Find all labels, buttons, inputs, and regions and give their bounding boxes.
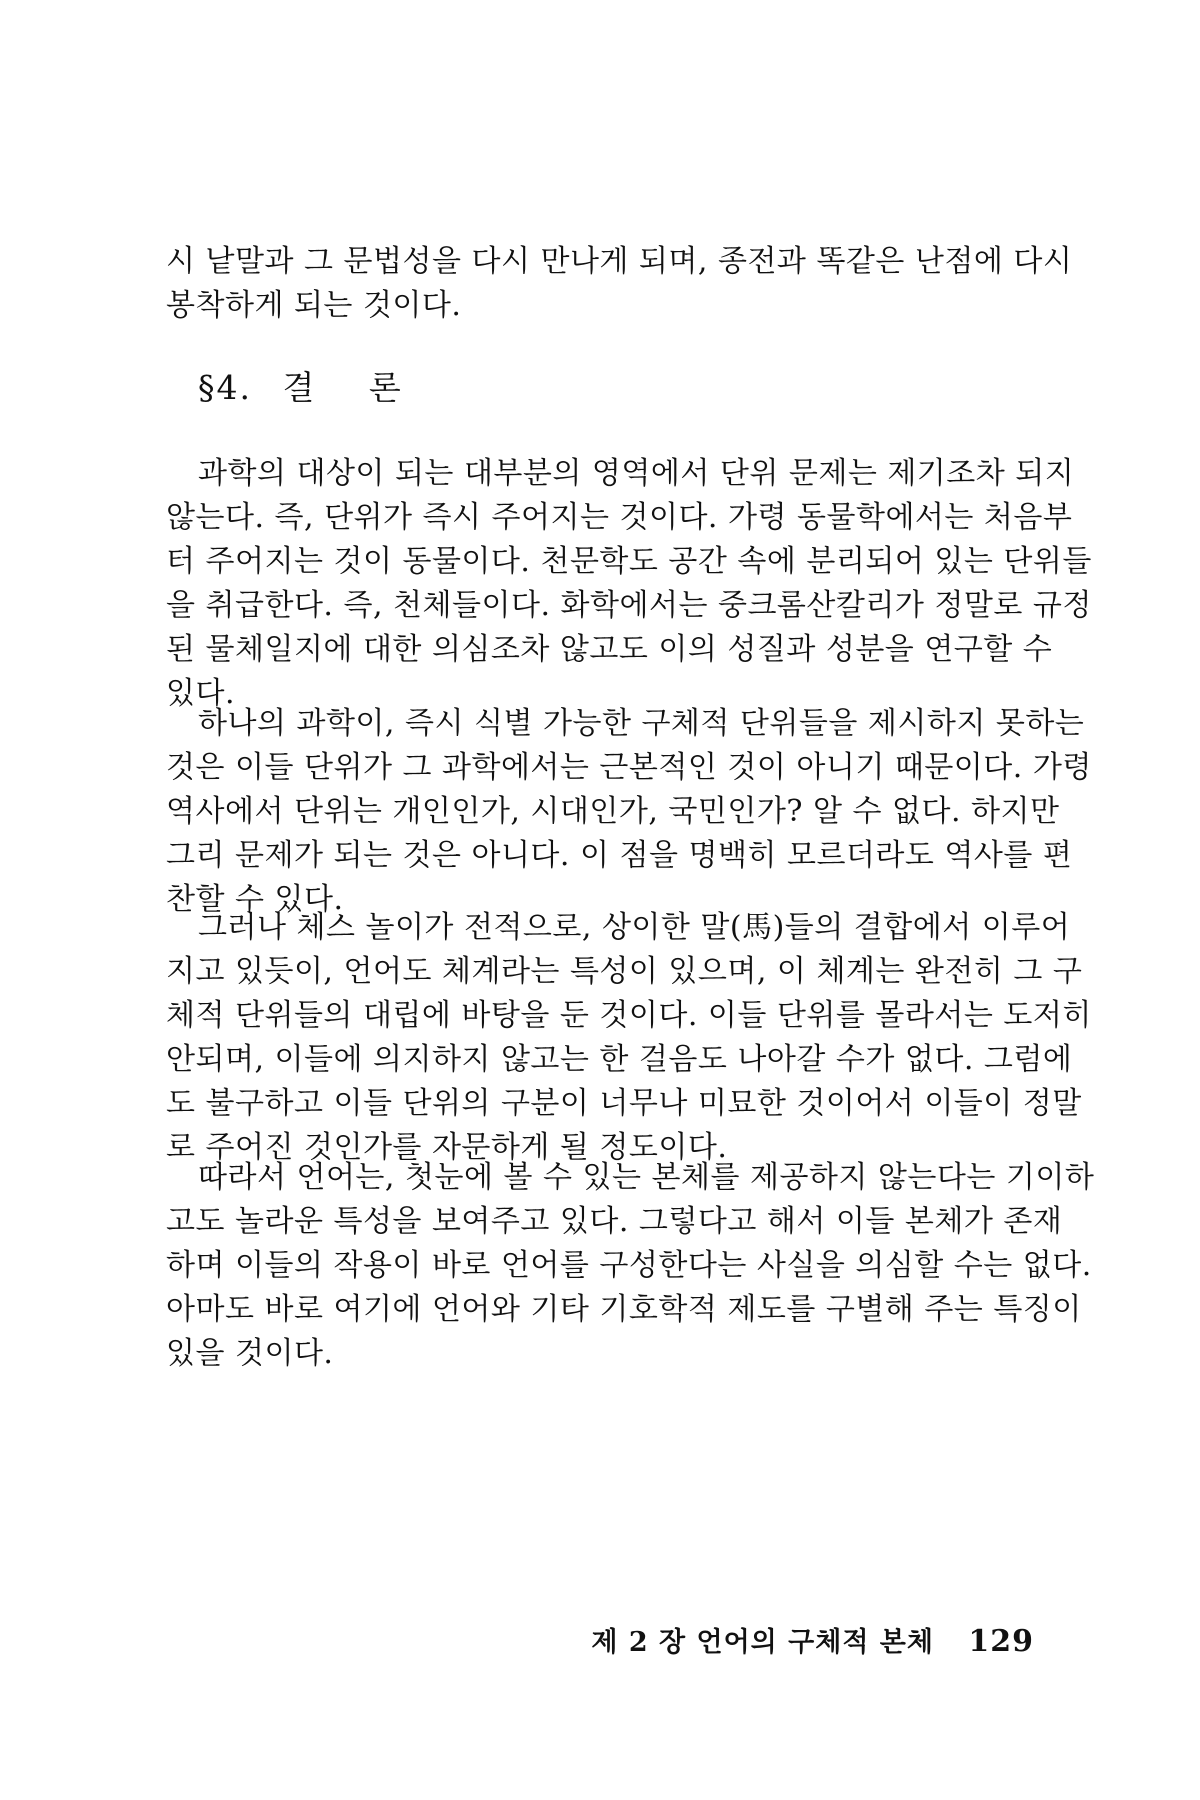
text-line: 있다. — [166, 676, 235, 711]
text-line: 고도 놀라운 특성을 보여주고 있다. 그렇다고 해서 이들 본체가 존재 — [166, 1204, 1063, 1239]
page-number: 129 — [968, 1624, 1034, 1659]
text-line: 과학의 대상이 되는 대부분의 영역에서 단위 문제는 제기조차 되지 — [198, 456, 1075, 491]
paragraph — [166, 702, 1092, 922]
text-line: 봉착하게 되는 것이다. — [166, 288, 462, 323]
paragraph — [166, 452, 1092, 716]
text-line: 을 취급한다. 즉, 천체들이다. 화학에서는 중크롬산칼리가 정말로 규정 — [166, 588, 1092, 623]
paragraph — [166, 906, 1092, 1170]
page-footer — [591, 1620, 1034, 1659]
text-line: 것은 이들 단위가 그 과학에서는 근본적인 것이 아니기 때문이다. 가령 — [166, 750, 1092, 785]
text-line: 하며 이들의 작용이 바로 언어를 구성한다는 사실을 의심할 수는 없다. — [166, 1248, 1092, 1283]
section-heading — [198, 366, 423, 410]
text-line: 찬할 수 있다. — [166, 882, 344, 917]
text-line: 그러나 체스 놀이가 전적으로, 상이한 말(馬)들의 결합에서 이루어 — [198, 910, 1071, 945]
text-line: 지고 있듯이, 언어도 체계라는 특성이 있으며, 이 체계는 완전히 그 구 — [166, 954, 1083, 989]
text-line: 않는다. 즉, 단위가 즉시 주어지는 것이다. 가령 동물학에서는 처음부 — [166, 500, 1073, 535]
text-line: 체적 단위들의 대립에 바탕을 둔 것이다. 이들 단위를 몰라서는 도저히 — [166, 998, 1092, 1033]
text-line: 아마도 바로 여기에 언어와 기타 기호학적 제도를 구별해 주는 특징이 — [166, 1292, 1082, 1327]
text-line: 도 불구하고 이들 단위의 구분이 너무나 미묘한 것이어서 이들이 정말 — [166, 1086, 1082, 1121]
text-line: 안되며, 이들에 의지하지 않고는 한 걸음도 나아갈 수가 없다. 그럼에 — [166, 1042, 1073, 1077]
text-line: 된 물체일지에 대한 의심조차 않고도 이의 성질과 성분을 연구할 수 — [166, 632, 1053, 667]
section-title: 결 론 — [282, 368, 423, 407]
paragraph — [166, 1156, 1095, 1376]
text-line: 있을 것이다. — [166, 1336, 334, 1371]
text-line: 시 낱말과 그 문법성을 다시 만나게 되며, 종전과 똑같은 난점에 다시 — [166, 244, 1073, 279]
text-line: 역사에서 단위는 개인인가, 시대인가, 국민인가? 알 수 없다. 하지만 — [166, 794, 1060, 829]
section-number: §4. — [198, 368, 252, 407]
text-line: 로 주어진 것인가를 자문하게 될 정도이다. — [166, 1130, 728, 1165]
text-line: 따라서 언어는, 첫눈에 볼 수 있는 본체를 제공하지 않는다는 기이하 — [198, 1160, 1095, 1195]
running-title: 제 2 장 언어의 구체적 본체 — [591, 1627, 934, 1658]
continued-paragraph — [166, 240, 1073, 328]
text-line: 터 주어지는 것이 동물이다. 천문학도 공간 속에 분리되어 있는 단위들 — [166, 544, 1092, 579]
text-line: 하나의 과학이, 즉시 식별 가능한 구체적 단위들을 제시하지 못하는 — [198, 706, 1085, 741]
text-line: 그리 문제가 되는 것은 아니다. 이 점을 명백히 모르더라도 역사를 편 — [166, 838, 1073, 873]
